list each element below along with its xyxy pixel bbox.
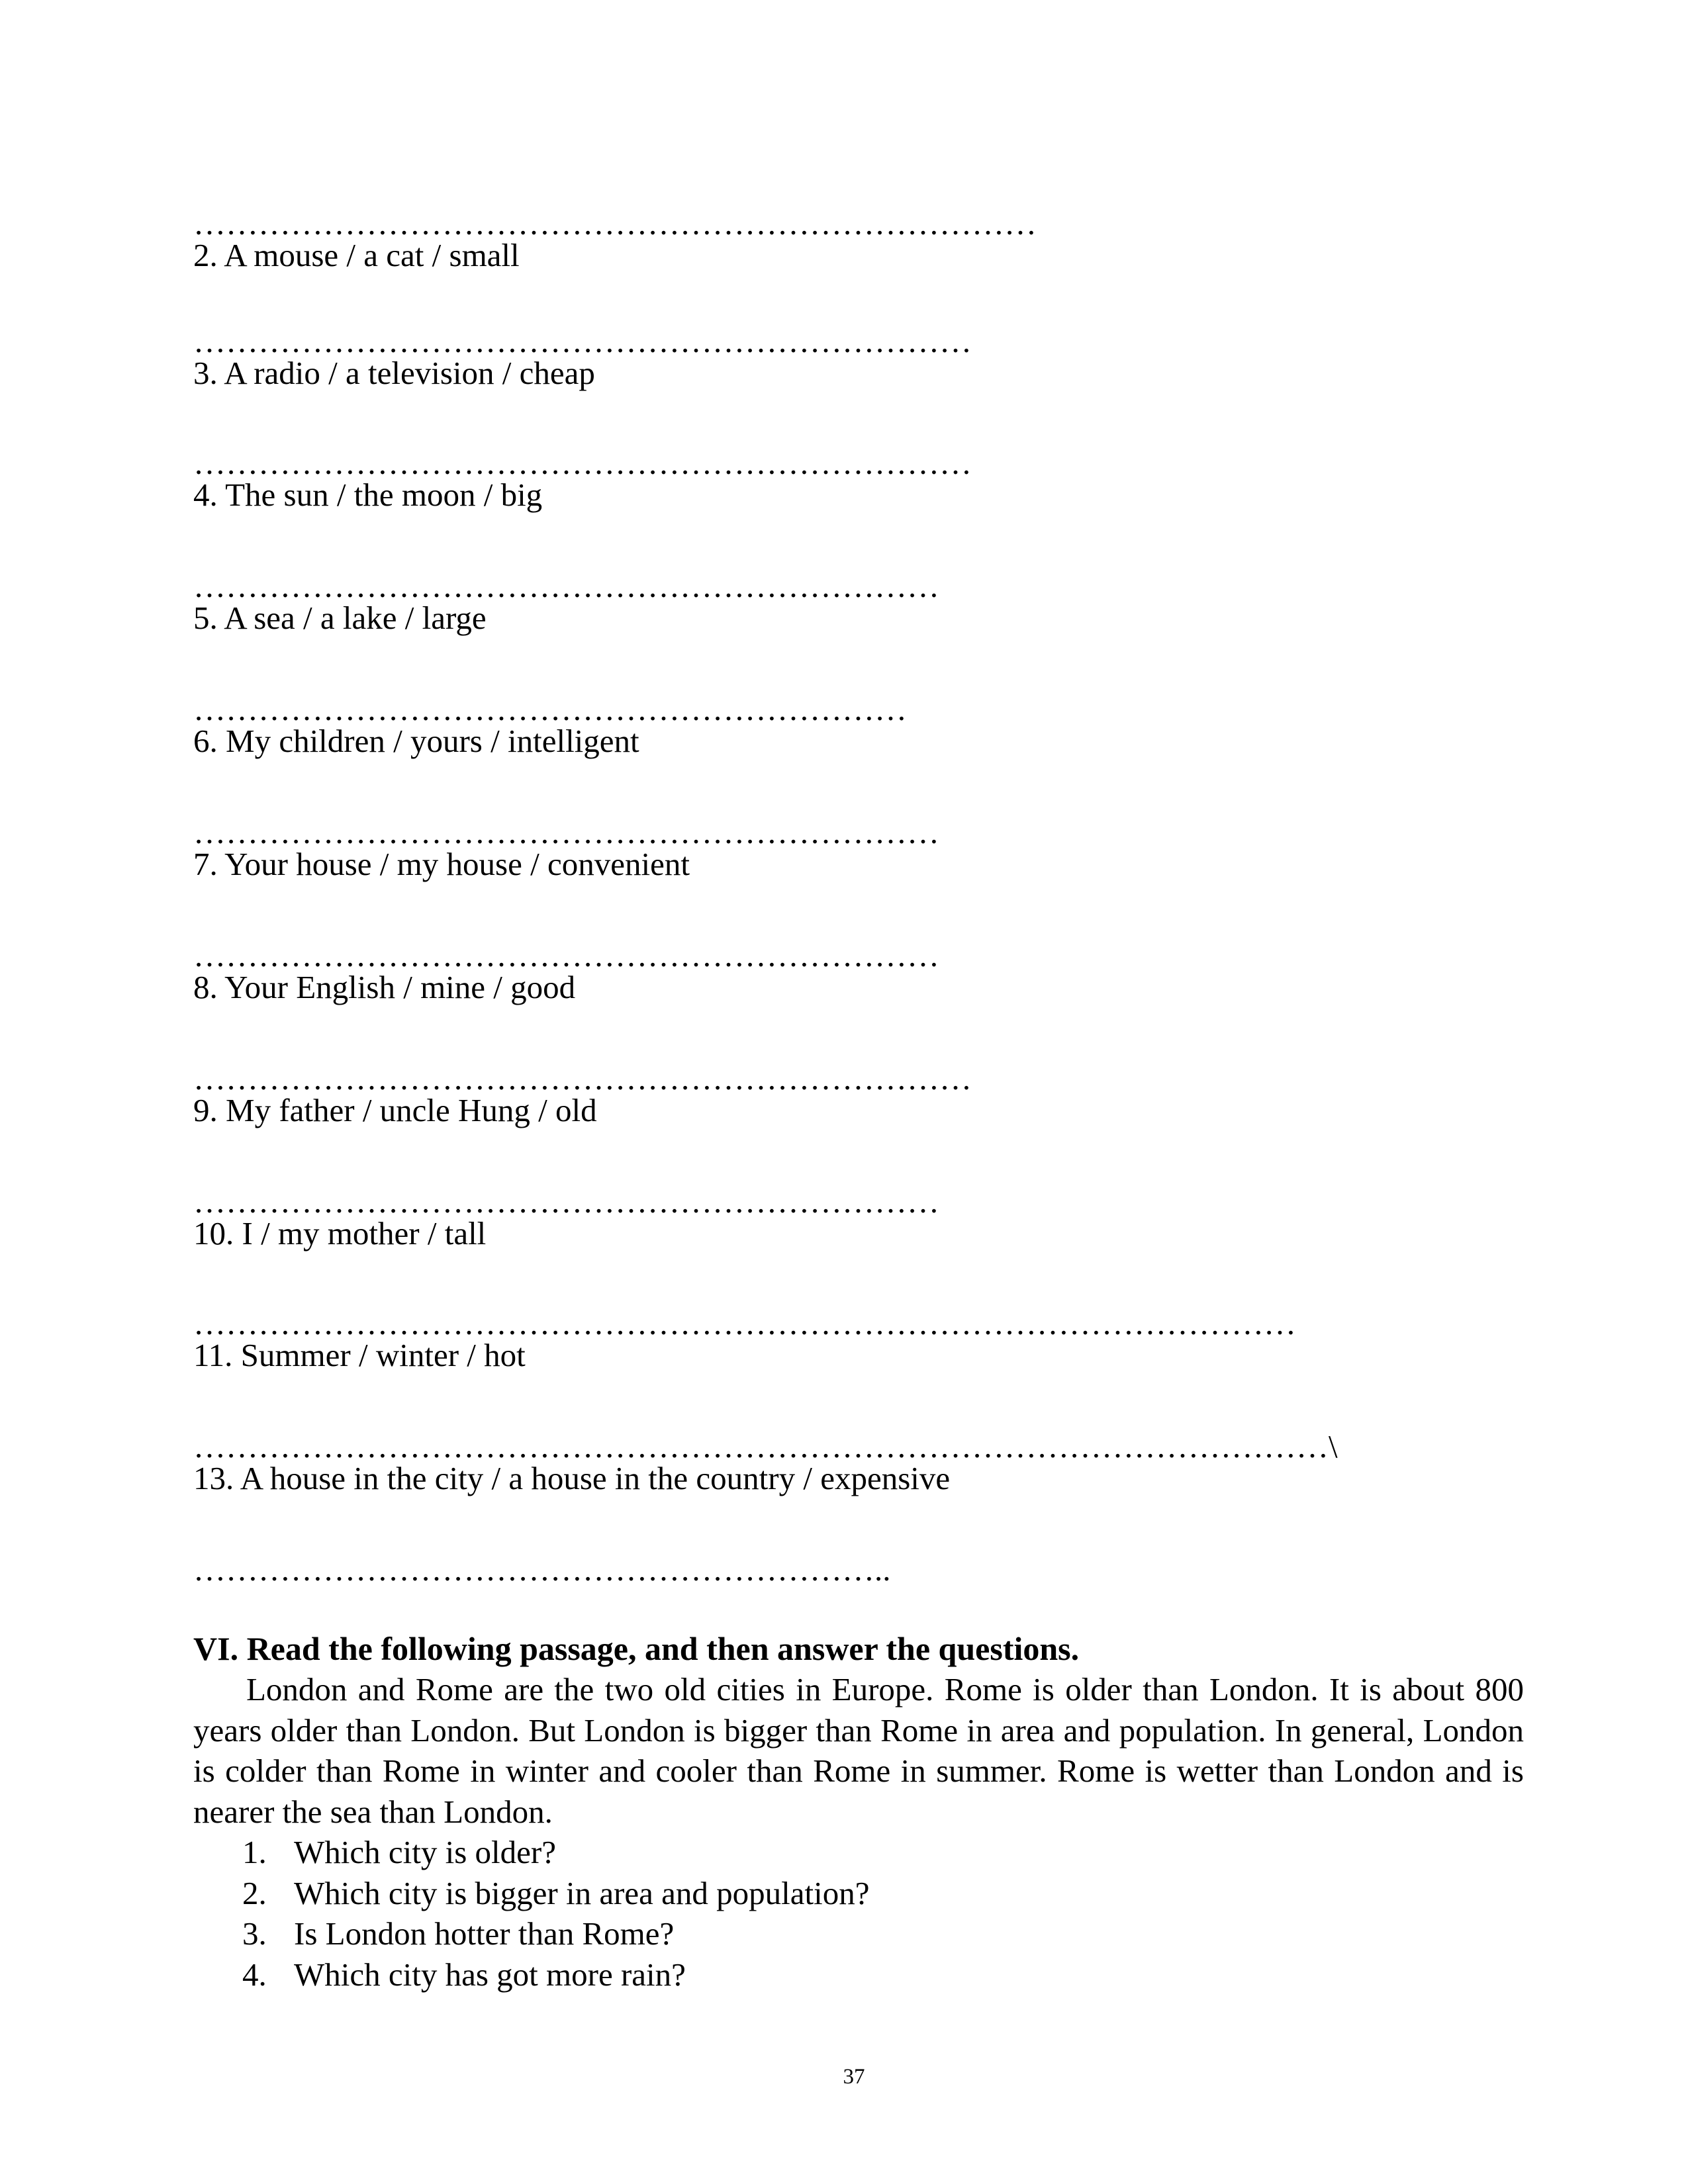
page-number: 37 <box>843 2065 865 2089</box>
question-text: Which city is older? <box>294 1834 556 1870</box>
question-item <box>193 1954 869 1995</box>
answer-dotted-line: …………………………………………………………………… <box>193 205 1037 242</box>
answer-dotted-line: …………………………………………………………… <box>193 814 939 850</box>
exercise-prompt-5: 5. A sea / a lake / large <box>193 600 487 636</box>
exercise-prompt-4: 4. The sun / the moon / big <box>193 477 543 513</box>
question-number: 2. <box>242 1874 267 1911</box>
question-text: Is London hotter than Rome? <box>294 1915 675 1952</box>
exercise-prompt-3: 3. A radio / a television / cheap <box>193 355 595 391</box>
exercise-prompt-11: 11. Summer / winter / hot <box>193 1337 526 1373</box>
answer-dotted-line: ……………………………………………………….. <box>193 1551 891 1588</box>
section-heading: VI. Read the following passage, and then answer the questions. <box>193 1630 1080 1667</box>
question-item <box>193 1873 869 1914</box>
exercise-prompt-9: 9. My father / uncle Hung / old <box>193 1092 597 1128</box>
answer-dotted-line: ……………………………………………………………… <box>193 323 972 359</box>
question-item <box>193 1832 869 1873</box>
question-list <box>193 1832 869 1995</box>
question-number: 1. <box>242 1834 267 1870</box>
answer-dotted-line: ………………………………………………………………………………………… <box>193 1305 1296 1342</box>
exercise-prompt-13: 13. A house in the city / a house in the country / expensive <box>193 1460 951 1496</box>
answer-dotted-line: ………………………………………………………… <box>193 691 907 727</box>
exercise-prompt-7: 7. Your house / my house / convenient <box>193 846 690 882</box>
question-text: Which city has got more rain? <box>294 1956 686 1993</box>
question-number: 4. <box>242 1956 267 1993</box>
question-number: 3. <box>242 1915 267 1952</box>
answer-dotted-line: …………………………………………………………… <box>193 937 939 974</box>
reading-passage: London and Rome are the two old cities in Europe. Rome is older than London. It is about 800 years older than London. But London is bigger than Rome in area and population. In general, London is colder than Rome in winter and cooler than Rome in summer. Rome is wetter than London and is nearer the sea than London. <box>193 1671 1524 1830</box>
exercise-prompt-10: 10. I / my mother / tall <box>193 1215 487 1251</box>
answer-dotted-line: …………………………………………………………… <box>193 1183 939 1220</box>
question-item <box>193 1913 869 1954</box>
answer-dotted-line: ……………………………………………………………… <box>193 1060 972 1097</box>
answer-dotted-line: ……………………………………………………………………………………………\ <box>193 1428 1338 1465</box>
answer-dotted-line: …………………………………………………………… <box>193 568 939 604</box>
exercise-prompt-8: 8. Your English / mine / good <box>193 969 576 1005</box>
exercise-prompt-2: 2. A mouse / a cat / small <box>193 237 520 273</box>
exercise-prompt-6: 6. My children / yours / intelligent <box>193 723 639 759</box>
answer-dotted-line: ……………………………………………………………… <box>193 445 972 481</box>
question-text: Which city is bigger in area and population? <box>294 1874 870 1911</box>
